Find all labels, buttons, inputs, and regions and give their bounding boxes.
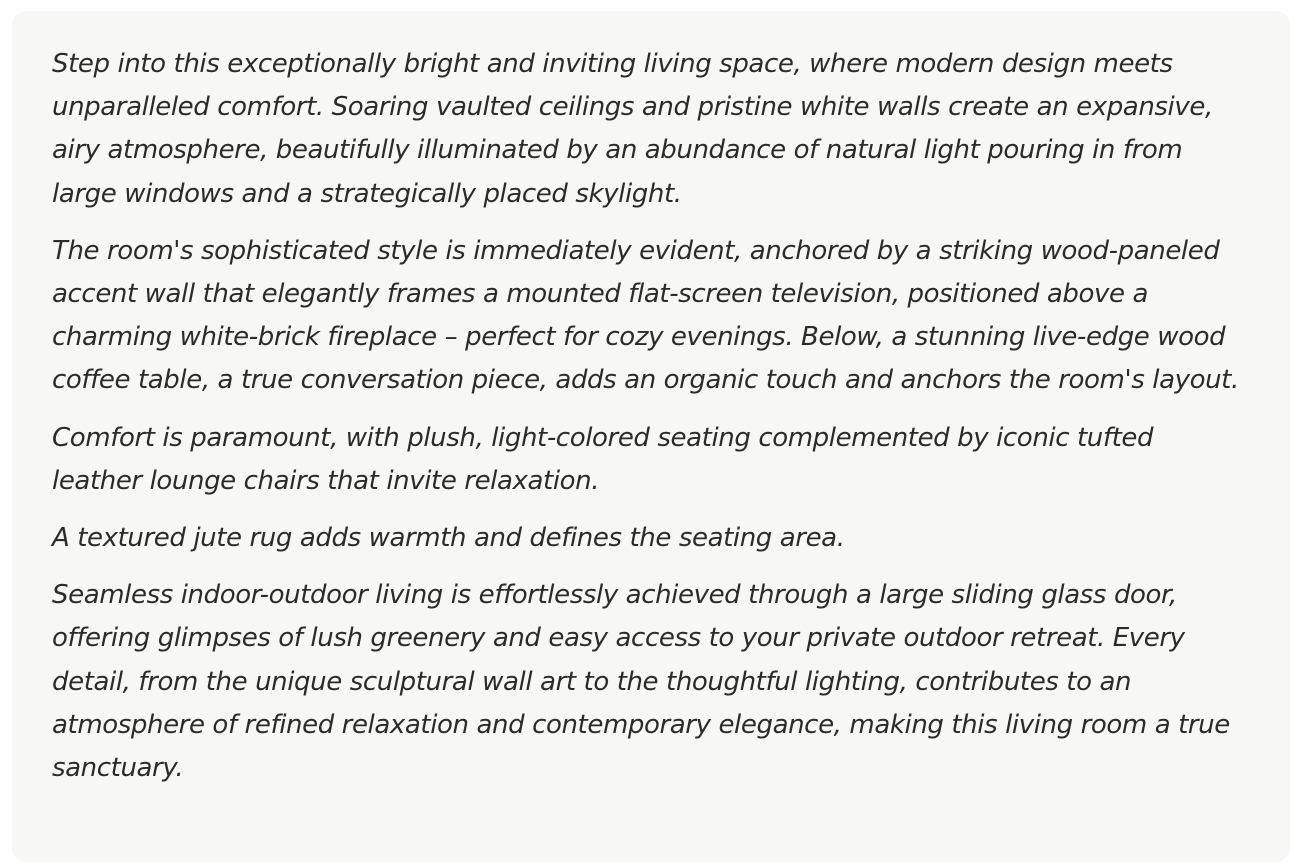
description-card bbox=[12, 11, 1290, 862]
description-paragraph-4: A textured jute rug adds warmth and defines the seating area. bbox=[52, 523, 845, 554]
listing-description bbox=[52, 43, 1250, 790]
description-paragraph-3: Comfort is paramount, with plush, light-colored seating complemented by iconic tufted leather lounge chairs that invite relaxation. bbox=[52, 422, 1154, 496]
description-paragraph-5: Seamless indoor-outdoor living is effortlessly achieved through a large sliding glass door, offering glimpses of lush greenery and easy access to your private outdoor retreat. Every detail, from the unique sculptural wall art to the thoughtful lighting, contributes to an atmosphere of refined relaxation and contemporary elegance, making this living room a true sanctuary. bbox=[52, 580, 1230, 784]
description-paragraph-2: The room's sophisticated style is immediately evident, anchored by a striking wood-paneled accent wall that elegantly frames a mounted flat-screen television, positioned above a charming white-brick fireplace – perfect for cozy evenings. Below, a stunning live-edge wood coffee table, a true conversation piece, adds an organic touch and anchors the room's layout. bbox=[52, 235, 1239, 396]
description-paragraph-1: Step into this exceptionally bright and inviting living space, where modern design meets unparalleled comfort. Soaring vaulted ceilings and pristine white walls create an expansive, airy atmosphere, beautifully illuminated by an abundance of natural light pouring in from large windows and a strategically placed skylight. bbox=[52, 49, 1213, 209]
